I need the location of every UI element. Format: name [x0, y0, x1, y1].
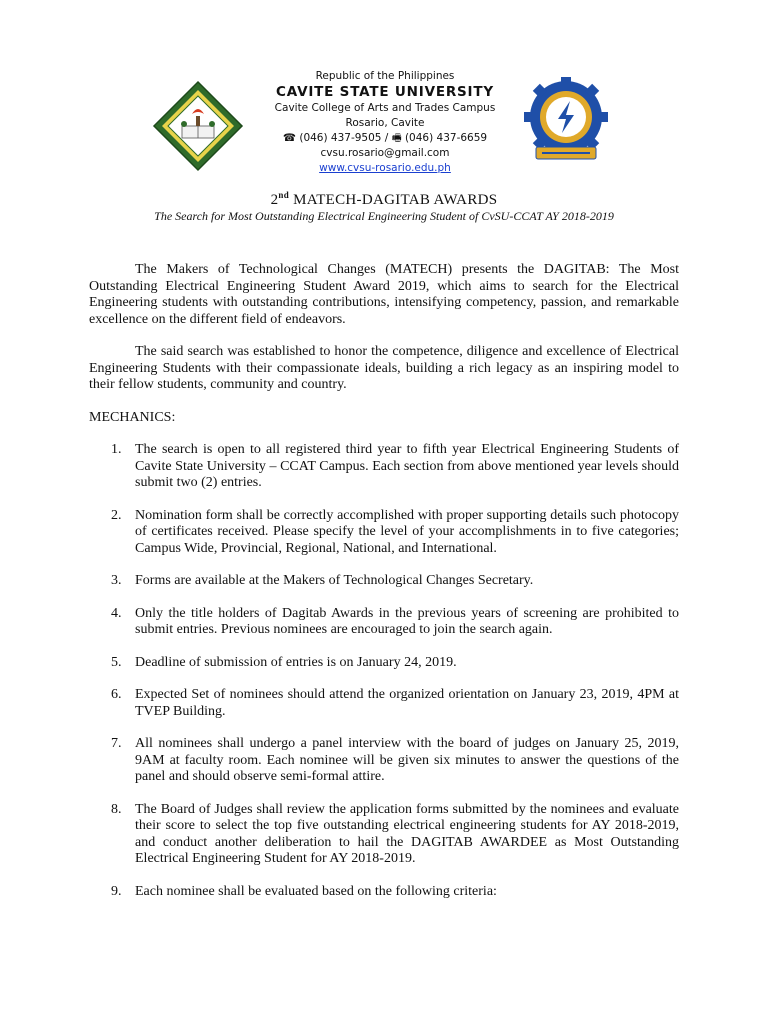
cvsu-seal-logo — [152, 80, 244, 172]
item-number: 2. — [111, 507, 122, 523]
item-text: Nomination form shall be correctly accomplished with proper supporting details such photocopy of certificates received. Please specify the level of your accomplishments in to five categories; Campus Wide, Provincial, Regional, National, and International. — [135, 507, 679, 556]
fax-number: (046) 437-6659 — [404, 132, 488, 144]
list-item — [89, 606, 679, 639]
contact-numbers — [250, 131, 520, 146]
award-title — [0, 190, 768, 209]
mechanics-heading: MECHANICS: — [89, 409, 176, 425]
item-text: Only the title holders of Dagitab Awards in the previous years of screening are prohibited to submit entries. Previous nominees are encouraged to join the search again. — [135, 605, 679, 637]
item-text: The search is open to all registered third year to fifth year Electrical Engineering Students of Cavite State University – CCAT Campus. Each section from above mentioned year levels should submit two (2) entries. — [135, 442, 679, 490]
phone-number: (046) 437-9505 / — [299, 132, 392, 144]
phone-icon: ☎ — [282, 132, 296, 144]
campus-location: Rosario, Cavite — [345, 117, 425, 129]
item-number: 7. — [111, 736, 122, 751]
website-link[interactable]: www.cvsu-rosario.edu.ph — [319, 162, 451, 174]
item-number: 1. — [111, 442, 122, 457]
campus-name: Cavite College of Arts and Trades Campus — [274, 102, 496, 114]
university-name: CAVITE STATE UNIVERSITY — [276, 84, 494, 100]
list-item — [89, 884, 679, 901]
list-item — [89, 802, 679, 868]
item-number: 5. — [111, 654, 122, 670]
item-text: All nominees shall undergo a panel interview with the board of judges on January 25, 2019, 9AM at faculty room. Each nominee will be given six minutes to answer the questions of the panel and should observe semi-formal attire. — [135, 736, 679, 784]
item-number: 8. — [111, 801, 122, 817]
intro-paragraph: The Makers of Technological Changes (MATECH) presents the DAGITAB: The Most Outstanding Electrical Engineering Student Award 2019, which aims to search for the Electrical Engineering students with outstanding contributions, intensifying competency, passion, and remarkable excellence on the different field of endeavors. — [89, 262, 679, 327]
item-number: 4. — [111, 605, 122, 621]
email-address: cvsu.rosario@gmail.com — [320, 147, 450, 159]
list-item — [89, 508, 679, 558]
item-number: 3. — [111, 573, 122, 588]
item-text: Forms are available at the Makers of Technological Changes Secretary. — [135, 573, 534, 588]
item-number: 9. — [111, 883, 122, 899]
list-item — [89, 736, 679, 786]
mechanics-list — [89, 442, 679, 900]
award-subtitle: The Search for Most Outstanding Electrical Engineering Student of CvSU-CCAT AY 2018-2019 — [154, 209, 614, 223]
republic-line: Republic of the Philippines — [315, 70, 455, 82]
title-ordinal: 2 — [270, 192, 279, 208]
item-text: The Board of Judges shall review the application forms submitted by the nominees and evaluate their score to select the top five outstanding electrical engineering students for AY 2018-2019, and conduct another deliberation to hail the DAGITAB AWARDEE as Most Outstanding Electrical Engineering Student for AY 2018-2019. — [135, 801, 679, 866]
title-ordinal-suffix: nd — [278, 190, 290, 200]
seal-icon — [152, 80, 244, 172]
list-item — [89, 655, 679, 672]
purpose-paragraph: The said search was established to honor the competence, diligence and excellence of Electrical Engineering Students with their compassionate ideals, building a rich legacy as an inspiring model to their fellow students, community and country. — [89, 344, 679, 392]
document-body — [89, 262, 679, 916]
item-number: 6. — [111, 687, 122, 702]
letterhead — [250, 69, 520, 176]
fax-icon: 🖷 — [391, 132, 402, 144]
matech-logo — [520, 77, 612, 163]
item-text: Each nominee shall be evaluated based on the following criteria: — [135, 883, 497, 899]
list-item — [89, 442, 679, 492]
list-item — [89, 687, 679, 720]
gear-logo-icon — [520, 77, 612, 163]
title-name: MATECH-DAGITAB AWARDS — [289, 192, 498, 208]
list-item — [89, 573, 679, 590]
item-text: Expected Set of nominees should attend the organized orientation on January 23, 2019, 4PM at TVEP Building. — [135, 687, 679, 719]
item-text: Deadline of submission of entries is on January 24, 2019. — [135, 654, 457, 670]
